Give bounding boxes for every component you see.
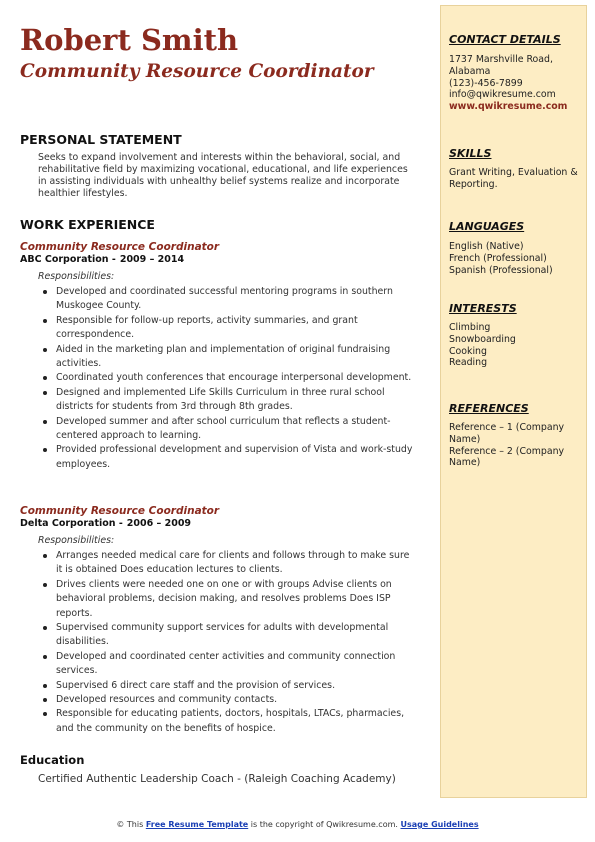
list-item: Provided professional development and supervision of Vista and work-study employees. [56, 443, 418, 472]
list-item: Aided in the marketing plan and implementation of original fundraising activities. [56, 343, 418, 372]
list-item: Climbing [449, 322, 491, 333]
interests-heading: INTERESTS [449, 302, 517, 315]
list-item: Snowboarding [449, 333, 516, 345]
list-item: Spanish (Professional) [449, 264, 553, 276]
references-list [449, 422, 581, 469]
list-item: Reference – 1 (Company Name) [449, 422, 565, 445]
interests-list [449, 322, 581, 369]
main-column [20, 22, 425, 785]
contact-details [449, 54, 581, 113]
list-item: Developed summer and after school curriculum that reflects a student-centered approach to learning. [56, 415, 418, 444]
footer-prefix: © This [116, 820, 144, 829]
contact-heading: CONTACT DETAILS [449, 33, 561, 46]
list-item: English (Native) [449, 241, 524, 252]
sidebar [440, 5, 587, 798]
list-item: Supervised 6 direct care staff and the provision of services. [56, 679, 418, 693]
contact-website[interactable]: www.qwikresume.com [449, 101, 568, 113]
work-experience-heading: WORK EXPERIENCE [20, 217, 155, 232]
usage-guidelines-link[interactable]: Usage Guidelines [400, 820, 479, 829]
job-company [20, 518, 425, 530]
free-resume-template-link[interactable]: Free Resume Template [145, 820, 249, 829]
responsibilities-list [20, 285, 425, 472]
job-title: Community Resource Coordinator [20, 241, 220, 253]
contact-phone: (123)-456-7899 [449, 77, 523, 89]
contact-address: 1737 Marshville Road, Alabama [449, 54, 553, 77]
candidate-name: Robert Smith [20, 23, 239, 57]
company-name: Delta Corporation - [20, 518, 123, 529]
education-item: Certified Authentic Leadership Coach - (Raleigh Coaching Academy) [38, 773, 396, 785]
job-company [20, 254, 425, 266]
education-heading: Education [20, 753, 85, 767]
references-heading: REFERENCES [449, 402, 529, 415]
job-entry-1 [20, 241, 425, 472]
list-item: Reading [449, 357, 488, 369]
list-item: Developed resources and community contacts. [56, 693, 418, 707]
list-item: Developed and coordinated successful mentoring programs in southern Muskogee County. [56, 285, 418, 314]
candidate-title: Community Resource Coordinator [20, 61, 374, 82]
responsibilities-label: Responsibilities: [38, 535, 115, 546]
list-item: Reference – 2 (Company Name) [449, 445, 565, 469]
job-title: Community Resource Coordinator [20, 505, 220, 517]
skills-heading: SKILLS [449, 147, 492, 160]
contact-email[interactable]: info@qwikresume.com [449, 89, 556, 101]
skills-text: Grant Writing, Evaluation & Reporting. [449, 167, 578, 190]
job-entry-2 [20, 505, 425, 736]
job-dates: 2006 – 2009 [126, 518, 192, 529]
languages-heading: LANGUAGES [449, 220, 525, 233]
list-item: Arranges needed medical care for clients and follows through to make sure it is obtained Does education lectures to clients. [56, 549, 418, 578]
list-item: French (Professional) [449, 252, 547, 264]
languages-list [449, 241, 581, 276]
list-item: Coordinated youth conferences that encourage interpersonal development. [56, 371, 418, 385]
responsibilities-list [20, 549, 425, 736]
personal-statement-heading: PERSONAL STATEMENT [20, 132, 182, 147]
job-dates: 2009 – 2014 [119, 254, 185, 265]
personal-statement-text: Seeks to expand involvement and interests within the behavioral, social, and rehabilitative field by maximizing vocational, educational, and life experiences in assisting individuals with unhealthy belief systems realize and incorporate healthier lifestyles. [38, 152, 408, 199]
footer [0, 820, 595, 829]
list-item: Responsible for educating patients, doctors, hospitals, LTACs, pharmacies, and the community on the benefits of hospice. [56, 707, 418, 736]
list-item: Cooking [449, 345, 487, 357]
list-item: Supervised community support services for adults with developmental disabilities. [56, 621, 418, 650]
list-item: Drives clients were needed one on one or with groups Advise clients on behavioral problems, decision making, and resolves problems Does ISP reports. [56, 578, 418, 621]
list-item: Responsible for follow-up reports, activity summaries, and grant correspondence. [56, 314, 418, 343]
company-name: ABC Corporation - [20, 254, 116, 265]
responsibilities-label: Responsibilities: [38, 271, 115, 282]
list-item: Designed and implemented Life Skills Curriculum in three rural school districts for students from 3rd through 8th grades. [56, 386, 418, 415]
list-item: Developed and coordinated center activities and community connection services. [56, 650, 418, 679]
footer-copyright: is the copyright of Qwikresume.com. [250, 820, 398, 829]
